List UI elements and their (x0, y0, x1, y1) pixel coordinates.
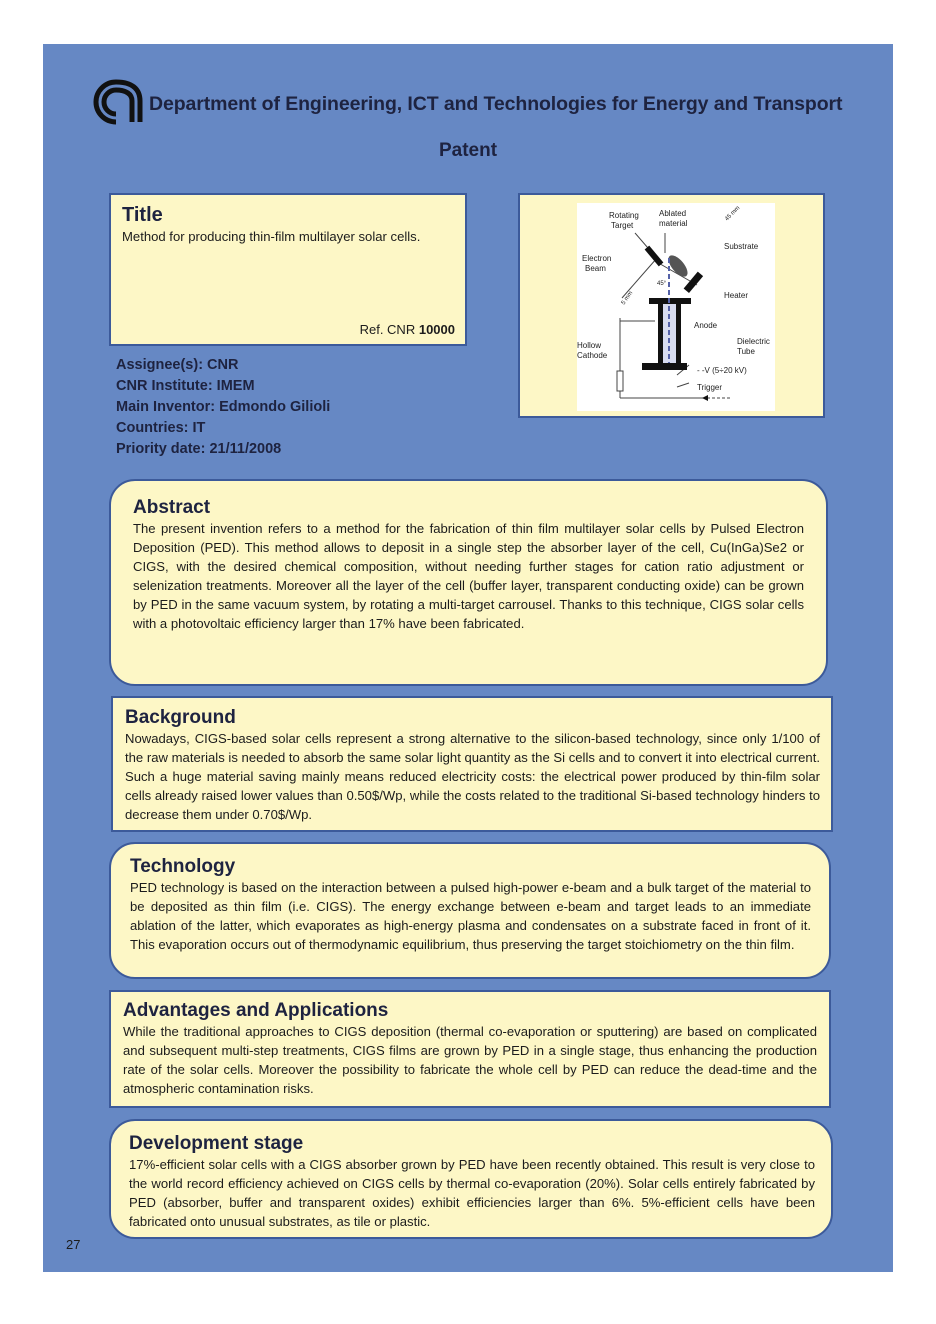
abstract-text: The present invention refers to a method for the fabrication of thin film multilayer solar cells by Pulsed Electron Deposition (PED). This method allows to deposit in a single step the absorber layer of the cell, Cu(InGa)Se2 or CIGS, with the desired chemical composition, without needing further stages for cation ratio adjustment or selenization treatments. Moreover all the layer of the cell (buffer layer, transparent conducting oxide) can be grown by PED in the same vacuum system, by rotating a multi-target carrousel. Thanks to this technique, CIGS solar cells with a photovoltaic efficiency larger than 17% have been fabricated. (133, 521, 804, 631)
label-electron-beam: Electron (582, 254, 612, 263)
label-gap: 5 mm (620, 290, 635, 307)
development-box (109, 1119, 833, 1239)
advantages-heading: Advantages and Applications (123, 1000, 389, 1021)
figure-box (518, 193, 825, 418)
label-hollow-cathode: Hollow (577, 341, 602, 350)
svg-text:Cathode: Cathode (577, 351, 608, 360)
label-ablated-material: Ablated (659, 209, 687, 218)
technology-box (109, 842, 831, 979)
svg-text:Beam: Beam (585, 264, 606, 273)
label-rotating-target: Rotating (609, 211, 639, 220)
label-distance: 45 mm (724, 205, 742, 223)
background-text: Nowadays, CIGS-based solar cells represent a strong alternative to the silicon-based technology, since only 1/100 of the raw materials is needed to absorb the same solar light quantity as the Si cells and to convert it into electrical current. Such a huge material saving mainly means reduced electricity costs: the electrical power produced by thin-film solar cells already raised lower values than 0.50$/Wp, while the costs related to the traditional Si-based technology hinders to decrease them under 0.70$/Wp. (125, 731, 820, 822)
cnr-logo (92, 79, 144, 125)
background-box (111, 696, 833, 832)
ref-number: 10000 (418, 322, 455, 337)
abstract-heading: Abstract (133, 497, 211, 518)
title-box (109, 193, 467, 346)
advantages-box (109, 990, 831, 1108)
svg-text:material: material (659, 219, 688, 228)
page-number: 27 (66, 1237, 81, 1252)
abstract-box (109, 479, 828, 686)
label-substrate: Substrate (724, 242, 759, 251)
label-trigger: Trigger (697, 383, 723, 392)
section-title: Patent (438, 140, 498, 161)
department-title: Department of Engineering, ICT and Technologies for Energy and Transport (149, 93, 843, 115)
label-heater: Heater (724, 291, 749, 300)
inventor: Main Inventor: Edmondo Gilioli (116, 399, 331, 415)
label-voltage: - -V (5÷20 kV) (697, 366, 747, 375)
label-anode: Anode (694, 321, 718, 330)
title-text: Method for producing thin-film multilayer solar cells. (122, 229, 421, 244)
ref-prefix: Ref. CNR (359, 322, 416, 337)
label-dielectric-tube: Dielectric (737, 337, 770, 346)
ped-diagram (577, 203, 775, 411)
institute: CNR Institute: IMEM (116, 378, 255, 394)
priority-date: Priority date: 21/11/2008 (116, 441, 282, 457)
svg-text:Tube: Tube (737, 347, 755, 356)
development-text: 17%-efficient solar cells with a CIGS absorber grown by PED have been recently obtained. This result is very close to the world record efficiency achieved on CIGS cells by thermal co-evaporation (20%). Solar cells entirely fabricated by PED (absorber, buffer and transparent oxides) exhibit efficiencies larger than 6%. 5%-efficient cells have been fabricated onto unusual substrates, as tile or plastic. (129, 1157, 815, 1229)
technology-heading: Technology (130, 856, 236, 877)
advantages-text: While the traditional approaches to CIGS deposition (thermal co-evaporation or sputtering) are based on complicated and subsequent multi-step treatments, CIGS films are grown by PED in a single stage, thus enhancing the production rate of the solar cells. Moreover the possibility to fabricate the whole cell by PED can reduce the dead-time and the atmospheric contamination risks. (123, 1024, 817, 1096)
technology-text: PED technology is based on the interaction between a pulsed high-power e-beam and a bulk target of the material to be deposited as thin film (i.e. CIGS). The energy exchange between e-beam and target leads to an immediate ablation of the latter, which evaporates as high-energy plasma and condensates on a substrate faced in front of it. This evaporation occurs out of thermodynamic equilibrium, thus preserving the target stoichiometry on the thin film. (130, 880, 811, 952)
assignee: Assignee(s): CNR (116, 357, 239, 373)
ped-diagram-svg (577, 203, 775, 411)
development-heading: Development stage (129, 1133, 304, 1154)
patent-meta (116, 355, 330, 460)
countries: Countries: IT (116, 420, 206, 436)
svg-text:Target: Target (611, 221, 634, 230)
background-heading: Background (125, 707, 236, 728)
title-heading: Title (122, 204, 163, 226)
label-angle: 45° (657, 281, 667, 287)
reference (360, 322, 455, 337)
